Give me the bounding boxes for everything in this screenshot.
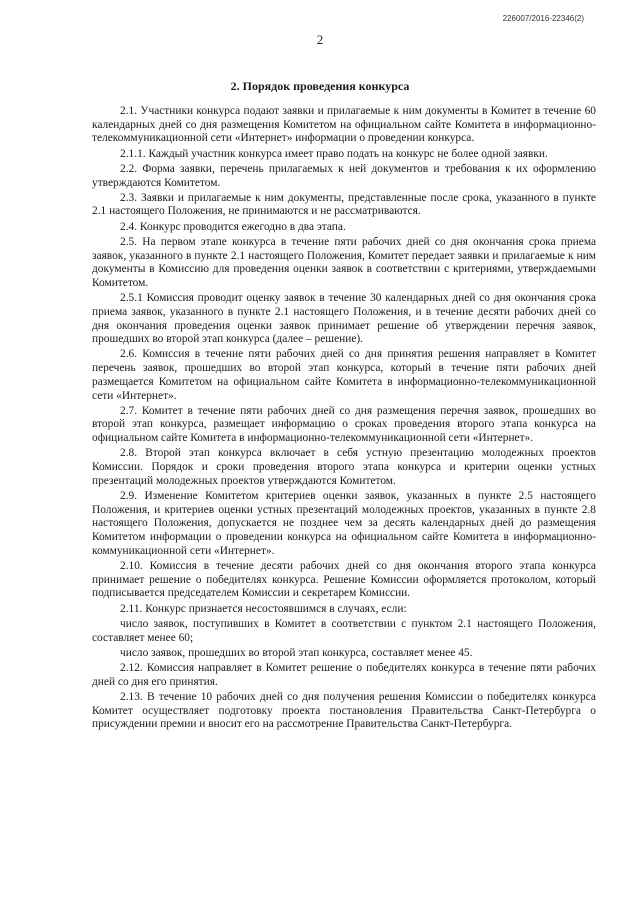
paragraph-2-11-item-1: число заявок, поступивших в Комитет в соответствии с пунктом 2.1 настоящего Положения, составляет менее 60;	[92, 617, 596, 644]
section-body	[92, 105, 596, 733]
paragraph-2-6: 2.6. Комиссия в течение пяти рабочих дней со дня принятия решения направляет в Комитет перечень заявок, прошедших во второй этап конкурса, который в течение пяти рабочих дней размещается Комитетом на официальном сайте Комитета в информационно-телекоммуникационной сети «Интернет».	[92, 348, 596, 402]
paragraph-2-11-item-2: число заявок, прошедших во второй этап конкурса, составляет менее 45.	[120, 646, 473, 659]
paragraph-2-8: 2.8. Второй этап конкурса включает в себя устную презентацию молодежных проектов Комиссии. Порядок и сроки проведения второго этапа конкурса и критерии оценки устных презентаций молодежных проектов утверждаются Комитетом.	[92, 447, 596, 487]
paragraph-2-2: 2.2. Форма заявки, перечень прилагаемых к ней документов и требования к их оформлению утверждаются Комитетом.	[92, 162, 596, 189]
paragraph-2-13: 2.13. В течение 10 рабочих дней со дня получения решения Комиссии о победителях конкурса Комитет осуществляет подготовку проекта постановления Правительства Санкт-Петербурга о присуждении премии и вносит его на рассмотрение Правительства Санкт-Петербурга.	[92, 690, 596, 731]
paragraph-2-4: 2.4. Конкурс проводится ежегодно в два этапа.	[120, 220, 346, 233]
paragraph-2-3: 2.3. Заявки и прилагаемые к ним документы, представленные после срока, указанного в пункте 2.1 настоящего Положения, не принимаются и не рассматриваются.	[92, 191, 596, 218]
section-title: 2. Порядок проведения конкурса	[230, 79, 410, 93]
paragraph-2-1-1: 2.1.1. Каждый участник конкурса имеет право подать на конкурс не более одной заявки.	[120, 147, 548, 160]
paragraph-2-5: 2.5. На первом этапе конкурса в течение пяти рабочих дней со дня окончания срока приема заявок, указанного в пункте 2.1 настоящего Положения, Комитет передает заявки и прилагаемые к ним документы в Комиссию для проведения оценки заявок в соответствии с критериями, утверждаемыми Комитетом.	[92, 235, 596, 289]
paragraph-2-7: 2.7. Комитет в течение пяти рабочих дней со дня размещения перечня заявок, прошедших во второй этап конкурса, размещает информацию о сроках проведения второго этапа конкурса на официальном сайте Комитета в информационно-телекоммуникационной сети «Интернет».	[92, 404, 596, 445]
paragraph-2-5-1: 2.5.1 Комиссия проводит оценку заявок в течение 30 календарных дней со дня окончания срока приема заявок, указанного в пункте 2.1 настоящего Положения, и в течение десяти рабочих дней со дня окончания проведения оценки заявок принимает решение об утверждении перечня заявок, прошедших во второй этап конкурса (далее – решение).	[92, 292, 596, 346]
paragraph-2-11: 2.11. Конкурс признается несостоявшимся в случаях, если:	[120, 602, 407, 615]
paragraph-2-12: 2.12. Комиссия направляет в Комитет решение о победителях конкурса в течение пяти рабочих дней со дня его принятия.	[92, 661, 596, 688]
page-number: 2	[316, 32, 324, 47]
document-id: 226007/2016-22346(2)	[502, 14, 584, 23]
paragraph-2-9: 2.9. Изменение Комитетом критериев оценки заявок, указанных в пункте 2.5 настоящего Положения, и критериев оценки устных презентаций молодежных проектов, указанных в пункте 2.8 настоящего Положения, допускается не позднее чем за десять календарных дней до размещения Комитетом информации о проведении конкурса на официальном сайте Комитета в информационно-коммуникационной сети «Интернет».	[92, 489, 596, 557]
paragraph-2-1: 2.1. Участники конкурса подают заявки и прилагаемые к ним документы в Комитет в течение 60 календарных дней со дня размещения Комитетом на официальном сайте Комитета в информационно-телекоммуникационной сети «Интернет» информации о проведении конкурса.	[92, 105, 596, 145]
paragraph-2-10: 2.10. Комиссия в течение десяти рабочих дней со дня окончания второго этапа конкурса принимает решение о победителях конкурса. Решение Комиссии оформляется протоколом, который подписывается председателем Комиссии и секретарем Комиссии.	[92, 560, 596, 600]
